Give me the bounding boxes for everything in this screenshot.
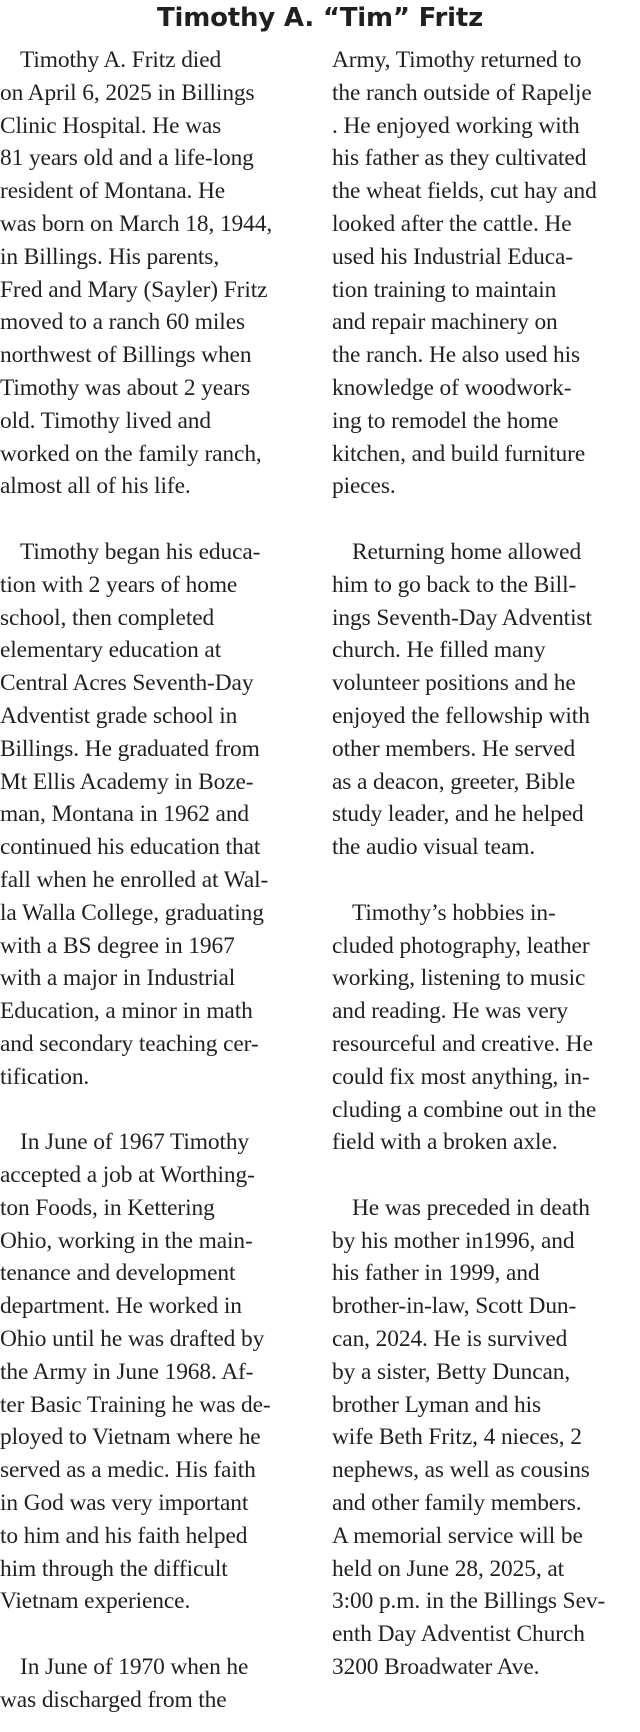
text-line: resident of Montana. He (0, 178, 226, 205)
text-line: cluding a combine out in the (332, 1096, 597, 1123)
text-line: can, 2024. He is survived (332, 1326, 568, 1353)
text-line: to him and his faith helped (0, 1522, 248, 1549)
text-line: was discharged from the (0, 1686, 227, 1713)
text-line: and reading. He was very (332, 998, 568, 1025)
text-line: and repair machinery on (332, 309, 558, 336)
text-line: in Billings. His parents, (0, 243, 220, 270)
text-line: brother Lyman and his (332, 1391, 542, 1418)
text-line: In June of 1970 when he (20, 1654, 249, 1681)
text-line: tenance and development (0, 1260, 236, 1287)
text-line: Army, Timothy returned to (332, 47, 582, 73)
text-line: ing to remodel the home (332, 407, 559, 434)
text-line: kitchen, and build furniture (332, 440, 586, 467)
text-line: and secondary teaching cer- (0, 1030, 259, 1057)
text-line: with a major in Industrial (0, 965, 236, 992)
text-line: accepted a job at Worthing- (0, 1162, 255, 1189)
text-line: by his mother in1996, and (332, 1227, 575, 1254)
text-line: him to go back to the Bill- (332, 571, 577, 598)
text-line: on April 6, 2025 in Billings (0, 79, 255, 106)
text-line: tion training to maintain (332, 276, 557, 303)
text-line: with a BS degree in 1967 (0, 932, 235, 959)
text-line: school, then completed (0, 604, 215, 631)
text-line: his father as they cultivated (332, 145, 587, 172)
text-line: knowledge of woodwork- (332, 374, 572, 401)
text-line: department. He worked in (0, 1293, 242, 1320)
paragraph-break (0, 503, 318, 536)
text-line: moved to a ranch 60 miles (0, 309, 245, 336)
text-line: fall when he enrolled at Wal- (0, 866, 269, 893)
text-line: Ohio, working in the main- (0, 1227, 253, 1254)
obituary-right-column (332, 44, 638, 1684)
text-line: Mt Ellis Academy in Boze- (0, 768, 254, 795)
text-line: ton Foods, in Kettering (0, 1194, 215, 1221)
text-line: used his Industrial Educa- (332, 243, 573, 270)
text-line: 3:00 p.m. in the Billings Sev- (332, 1588, 606, 1615)
text-line: man, Montana in 1962 and (0, 801, 250, 828)
text-line: continued his education that (0, 834, 261, 861)
text-line: northwest of Billings when (0, 342, 252, 369)
text-line: enjoyed the fellowship with (332, 702, 590, 729)
text-line: working, listening to music (332, 965, 586, 992)
text-line: pieces. (332, 473, 396, 500)
text-line: the audio visual team. (332, 834, 536, 861)
text-line: field with a broken axle. (332, 1129, 558, 1156)
text-line: Central Acres Seventh-Day (0, 670, 254, 697)
text-line: church. He filled many (332, 637, 546, 664)
text-line: . He enjoyed working with (332, 112, 580, 139)
paragraph-break (0, 1618, 318, 1651)
text-line: wife Beth Fritz, 4 nieces, 2 (332, 1424, 582, 1451)
text-line: Timothy began his educa- (20, 538, 261, 565)
text-line: ter Basic Training he was de- (0, 1391, 271, 1418)
text-line: ings Seventh-Day Adventist (332, 604, 592, 631)
text-line: Ohio until he was drafted by (0, 1326, 265, 1353)
text-line: tification. (0, 1063, 90, 1090)
text-line: Timothy A. Fritz died (20, 47, 222, 73)
text-line: 81 years old and a life-long (0, 145, 254, 172)
text-line: Education, a minor in math (0, 998, 253, 1025)
text-line: Returning home allowed (352, 538, 582, 565)
text-line: Adventist grade school in (0, 702, 238, 729)
text-line: tion with 2 years of home (0, 571, 238, 598)
text-line: was born on March 18, 1944, (0, 210, 273, 237)
text-line: and other family members. (332, 1490, 582, 1517)
text-line: in God was very important (0, 1490, 249, 1517)
text-line: worked on the family ranch, (0, 440, 262, 467)
text-line: Billings. He graduated from (0, 735, 260, 762)
text-line: A memorial service will be (332, 1522, 583, 1549)
text-line: nephews, as well as cousins (332, 1457, 590, 1484)
text-line: the Army in June 1968. Af- (0, 1358, 254, 1385)
text-line: looked after the cattle. He (332, 210, 572, 237)
text-line: Clinic Hospital. He was (0, 112, 222, 139)
paragraph-break (0, 1094, 318, 1127)
text-line: as a deacon, greeter, Bible (332, 768, 576, 795)
text-line: him through the difficult (0, 1555, 228, 1582)
text-line: his father in 1999, and (332, 1260, 540, 1287)
text-line: cluded photography, leather (332, 932, 590, 959)
text-line: could fix most anything, in- (332, 1063, 590, 1090)
text-line: the ranch outside of Rapelje (332, 79, 592, 106)
text-line: brother-in-law, Scott Dun- (332, 1293, 577, 1320)
paragraph-break (332, 864, 638, 897)
text-line: enth Day Adventist Church (332, 1621, 585, 1648)
text-line: volunteer positions and he (332, 670, 576, 697)
text-line: Vietnam experience. (0, 1588, 191, 1615)
paragraph-break (332, 503, 638, 536)
text-line: Fred and Mary (Sayler) Fritz (0, 276, 268, 303)
text-line: elementary education at (0, 637, 222, 664)
text-line: ployed to Vietnam where he (0, 1424, 261, 1451)
obituary-title: Timothy A. “Tim” Fritz (156, 3, 484, 33)
text-line: held on June 28, 2025, at (332, 1555, 565, 1582)
text-line: study leader, and he helped (332, 801, 584, 828)
text-line: resourceful and creative. He (332, 1030, 593, 1057)
text-line: la Walla College, graduating (0, 899, 264, 926)
text-line: Timothy was about 2 years (0, 374, 251, 401)
text-line: 3200 Broadwater Ave. (332, 1654, 540, 1681)
text-line: He was preceded in death (352, 1194, 590, 1221)
text-line: other members. He served (332, 735, 576, 762)
text-line: by a sister, Betty Duncan, (332, 1358, 571, 1385)
text-line: almost all of his life. (0, 473, 191, 500)
obituary-left-column (0, 44, 318, 1717)
text-line: served as a medic. His faith (0, 1457, 256, 1484)
text-line: the ranch. He also used his (332, 342, 581, 369)
text-line: old. Timothy lived and (0, 407, 211, 434)
text-line: In June of 1967 Timothy (20, 1129, 250, 1156)
text-line: Timothy’s hobbies in- (352, 899, 556, 926)
paragraph-break (332, 1159, 638, 1192)
text-line: the wheat fields, cut hay and (332, 178, 597, 205)
